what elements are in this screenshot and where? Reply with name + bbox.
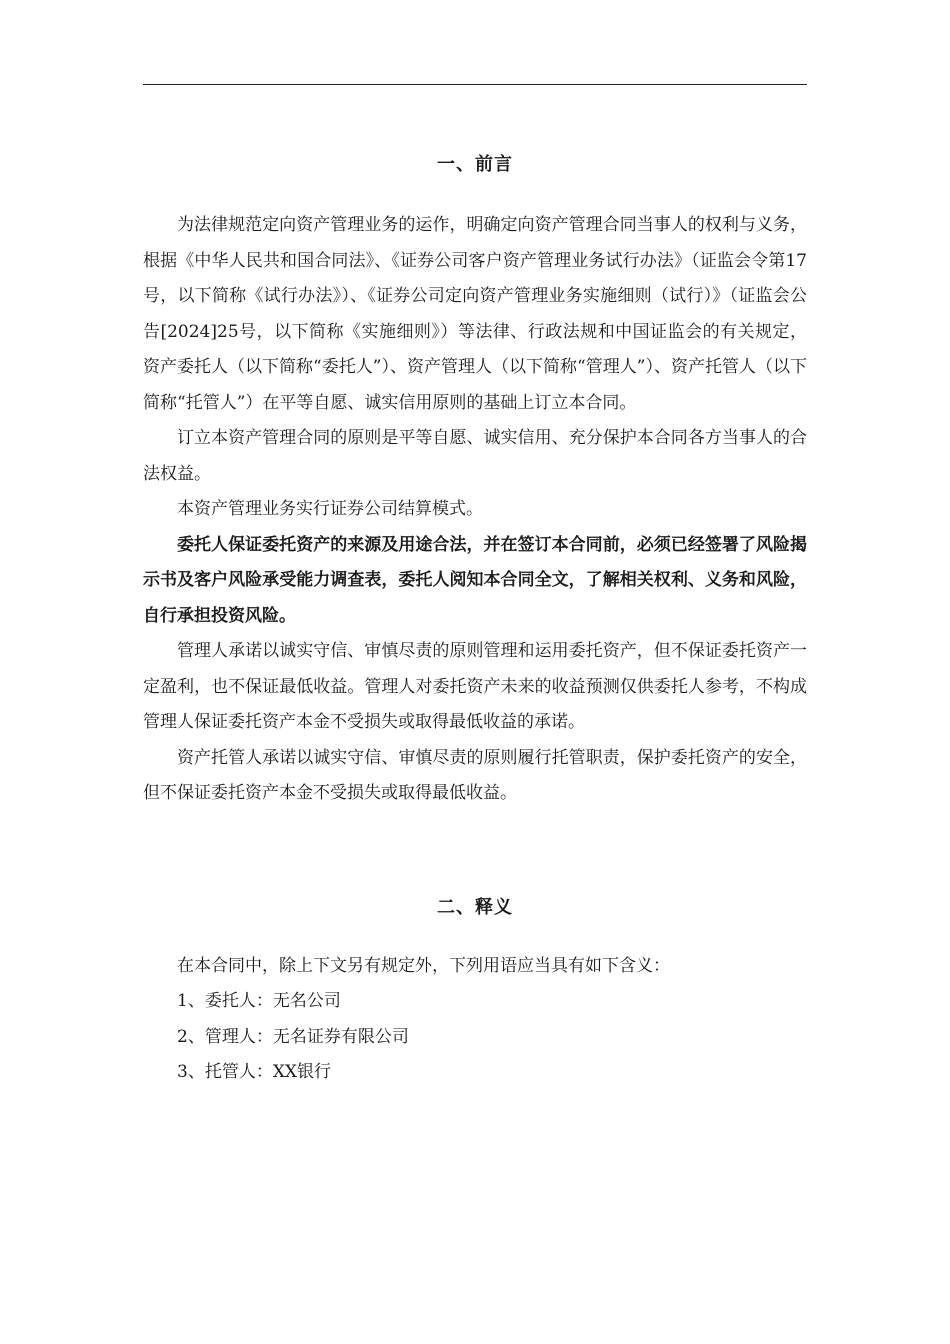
preface-paragraph-3: 本资产管理业务实行证券公司结算模式。 bbox=[177, 499, 483, 519]
risk-statement-paragraph: 委托人保证委托资产的来源及用途合法，并在签订本合同前，必须已经签署了风险揭示书及客户风险承受能力调查表，委托人阅知本合同全文，了解相关权利、义务和风险，自行承担投资风险。 bbox=[143, 534, 807, 626]
definition-item: 3、托管人：XX银行 bbox=[177, 1062, 332, 1082]
definition-item: 2、管理人：无名证券有限公司 bbox=[177, 1026, 409, 1047]
preface-paragraph-2: 订立本资产管理合同的原则是平等自愿、诚实信用、充分保护本合同各方当事人的合法权益。 bbox=[143, 428, 807, 484]
section-heading-definitions: 二、释义 bbox=[437, 896, 513, 918]
document-body bbox=[143, 120, 807, 1091]
definition-item: 1、委托人：无名公司 bbox=[177, 991, 341, 1011]
preface-paragraph-1: 为法律规范定向资产管理业务的运作，明确定向资产管理合同当事人的权利与义务，根据《中华人民共和国合同法》、《证券公司客户资产管理业务试行办法》（证监会令第17号，以下简称《试行办法》）、《证券公司定向资产管理业务实施细则（试行）》（证监会公告[2024]25号，以下简称《实施细则》）等法律、行政法规和中国证监会的有关规定，资产委托人（以下简称“委托人”）、资产管理人（以下简称“管理人”）、资产托管人（以下简称“托管人”）在平等自愿、诚实信用原则的基础上订立本合同。 bbox=[143, 215, 807, 413]
custodian-commitment-paragraph: 资产托管人承诺以诚实守信、审慎尽责的原则履行托管职责，保护委托资产的安全，但不保证委托资产本金不受损失或取得最低收益。 bbox=[143, 747, 807, 803]
definitions-list bbox=[143, 949, 807, 1091]
section-heading-preface: 一、前言 bbox=[437, 154, 513, 175]
manager-commitment-paragraph: 管理人承诺以诚实守信、审慎尽责的原则管理和运用委托资产，但不保证委托资产一定盈利，也不保证最低收益。管理人对委托资产未来的收益预测仅供委托人参考，不构成管理人保证委托资产本金不受损失或取得最低收益的承诺。 bbox=[143, 641, 807, 732]
definitions-intro: 在本合同中，除上下文另有规定外，下列用语应当具有如下含义： bbox=[177, 955, 670, 976]
header-rule bbox=[143, 84, 807, 85]
